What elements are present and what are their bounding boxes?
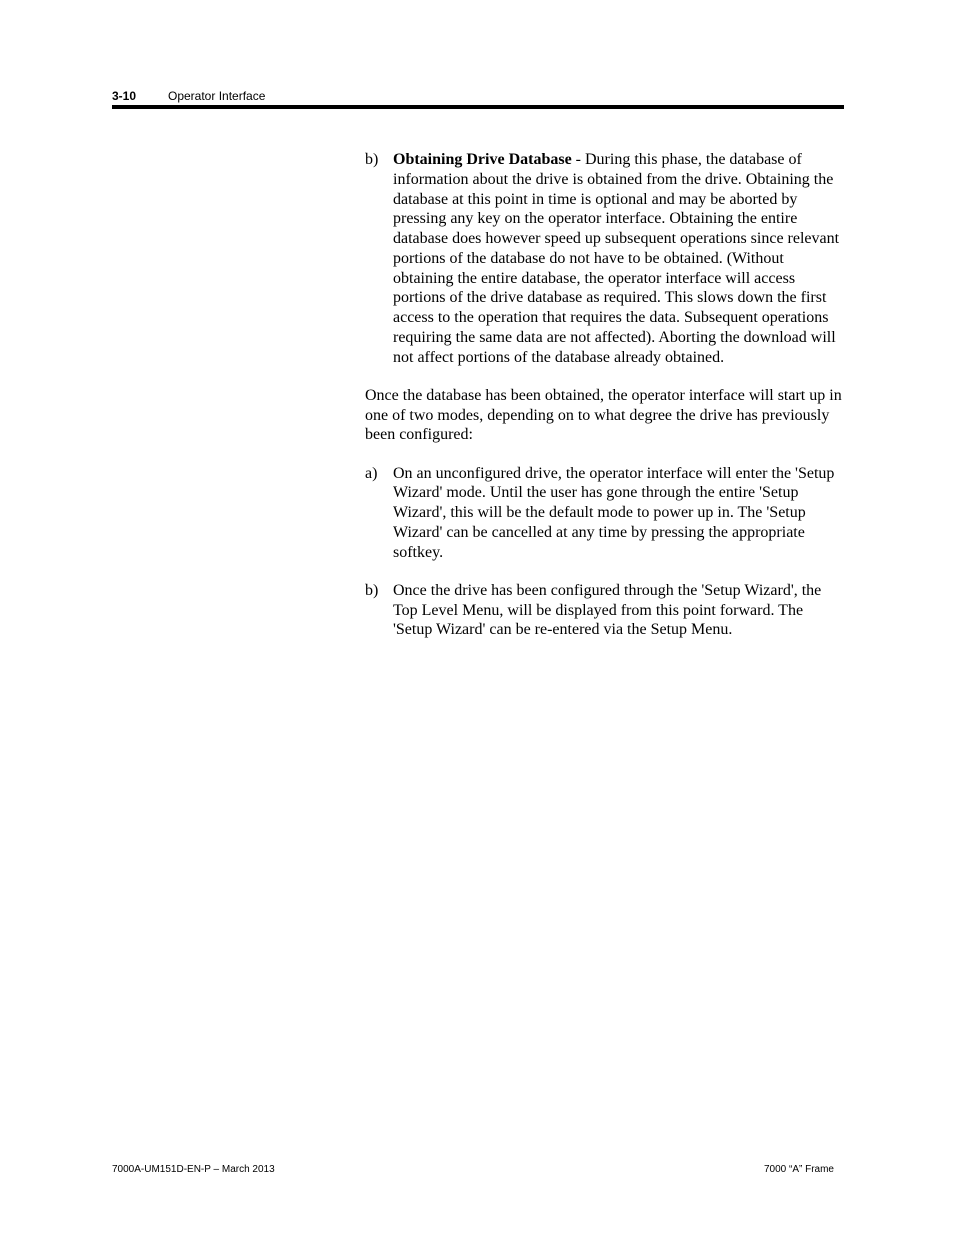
- spacer: [365, 445, 843, 464]
- spacer: [365, 367, 843, 386]
- list-item-body: On an unconfigured drive, the operator interface will enter the 'Setup Wizard' mode. Until the user has gone through the entire 'Setup Wizard', this will be the default mode to power up in. The 'Setup Wizard' can be cancelled at any time by pressing the appropriate softkey.: [393, 464, 835, 561]
- list-item-unconfigured-drive: [365, 464, 843, 563]
- list-item-obtaining-drive-database: [365, 150, 843, 367]
- list-marker: b): [365, 151, 379, 168]
- spacer: [365, 562, 843, 581]
- list-item-text: [393, 150, 843, 367]
- header-rule: [112, 105, 844, 109]
- footer-product-name: 7000 “A” Frame: [763, 1164, 834, 1175]
- list-item-body: - During this phase, the database of information about the drive is obtained from the drive. Obtaining the database at this point in time is optional and may be aborted by pressing any key on the operator interface. Obtaining the entire database does however speed up subsequent operations since relevant portions of the database do not have to be obtained. (Without obtaining the entire database, the operator interface will access portions of the drive database as required. This slows down the first access to the operation that requires the data. Subsequent operations requiring the same data are not affected). Aborting the download will not affect portions of the database already obtained.: [393, 151, 840, 366]
- body-paragraph: Once the database has been obtained, the operator interface will start up in one of two modes, depending on to what degree the drive has previously been configured:: [365, 386, 842, 444]
- main-content: [365, 150, 843, 640]
- list-item-body: Once the drive has been configured through the 'Setup Wizard', the Top Level Menu, will be displayed from this point forward. The 'Setup Wizard' can be re-entered via the Setup Menu.: [393, 581, 822, 639]
- footer-publication-id: 7000A-UM151D-EN-P – March 2013: [112, 1164, 275, 1175]
- list-marker: b): [365, 581, 379, 599]
- page-number: 3-10: [112, 89, 137, 103]
- list-marker: a): [365, 464, 378, 482]
- bold-term: Obtaining Drive Database: [393, 151, 572, 168]
- section-title: Operator Interface: [168, 89, 266, 103]
- list-item-configured-drive: [365, 581, 843, 640]
